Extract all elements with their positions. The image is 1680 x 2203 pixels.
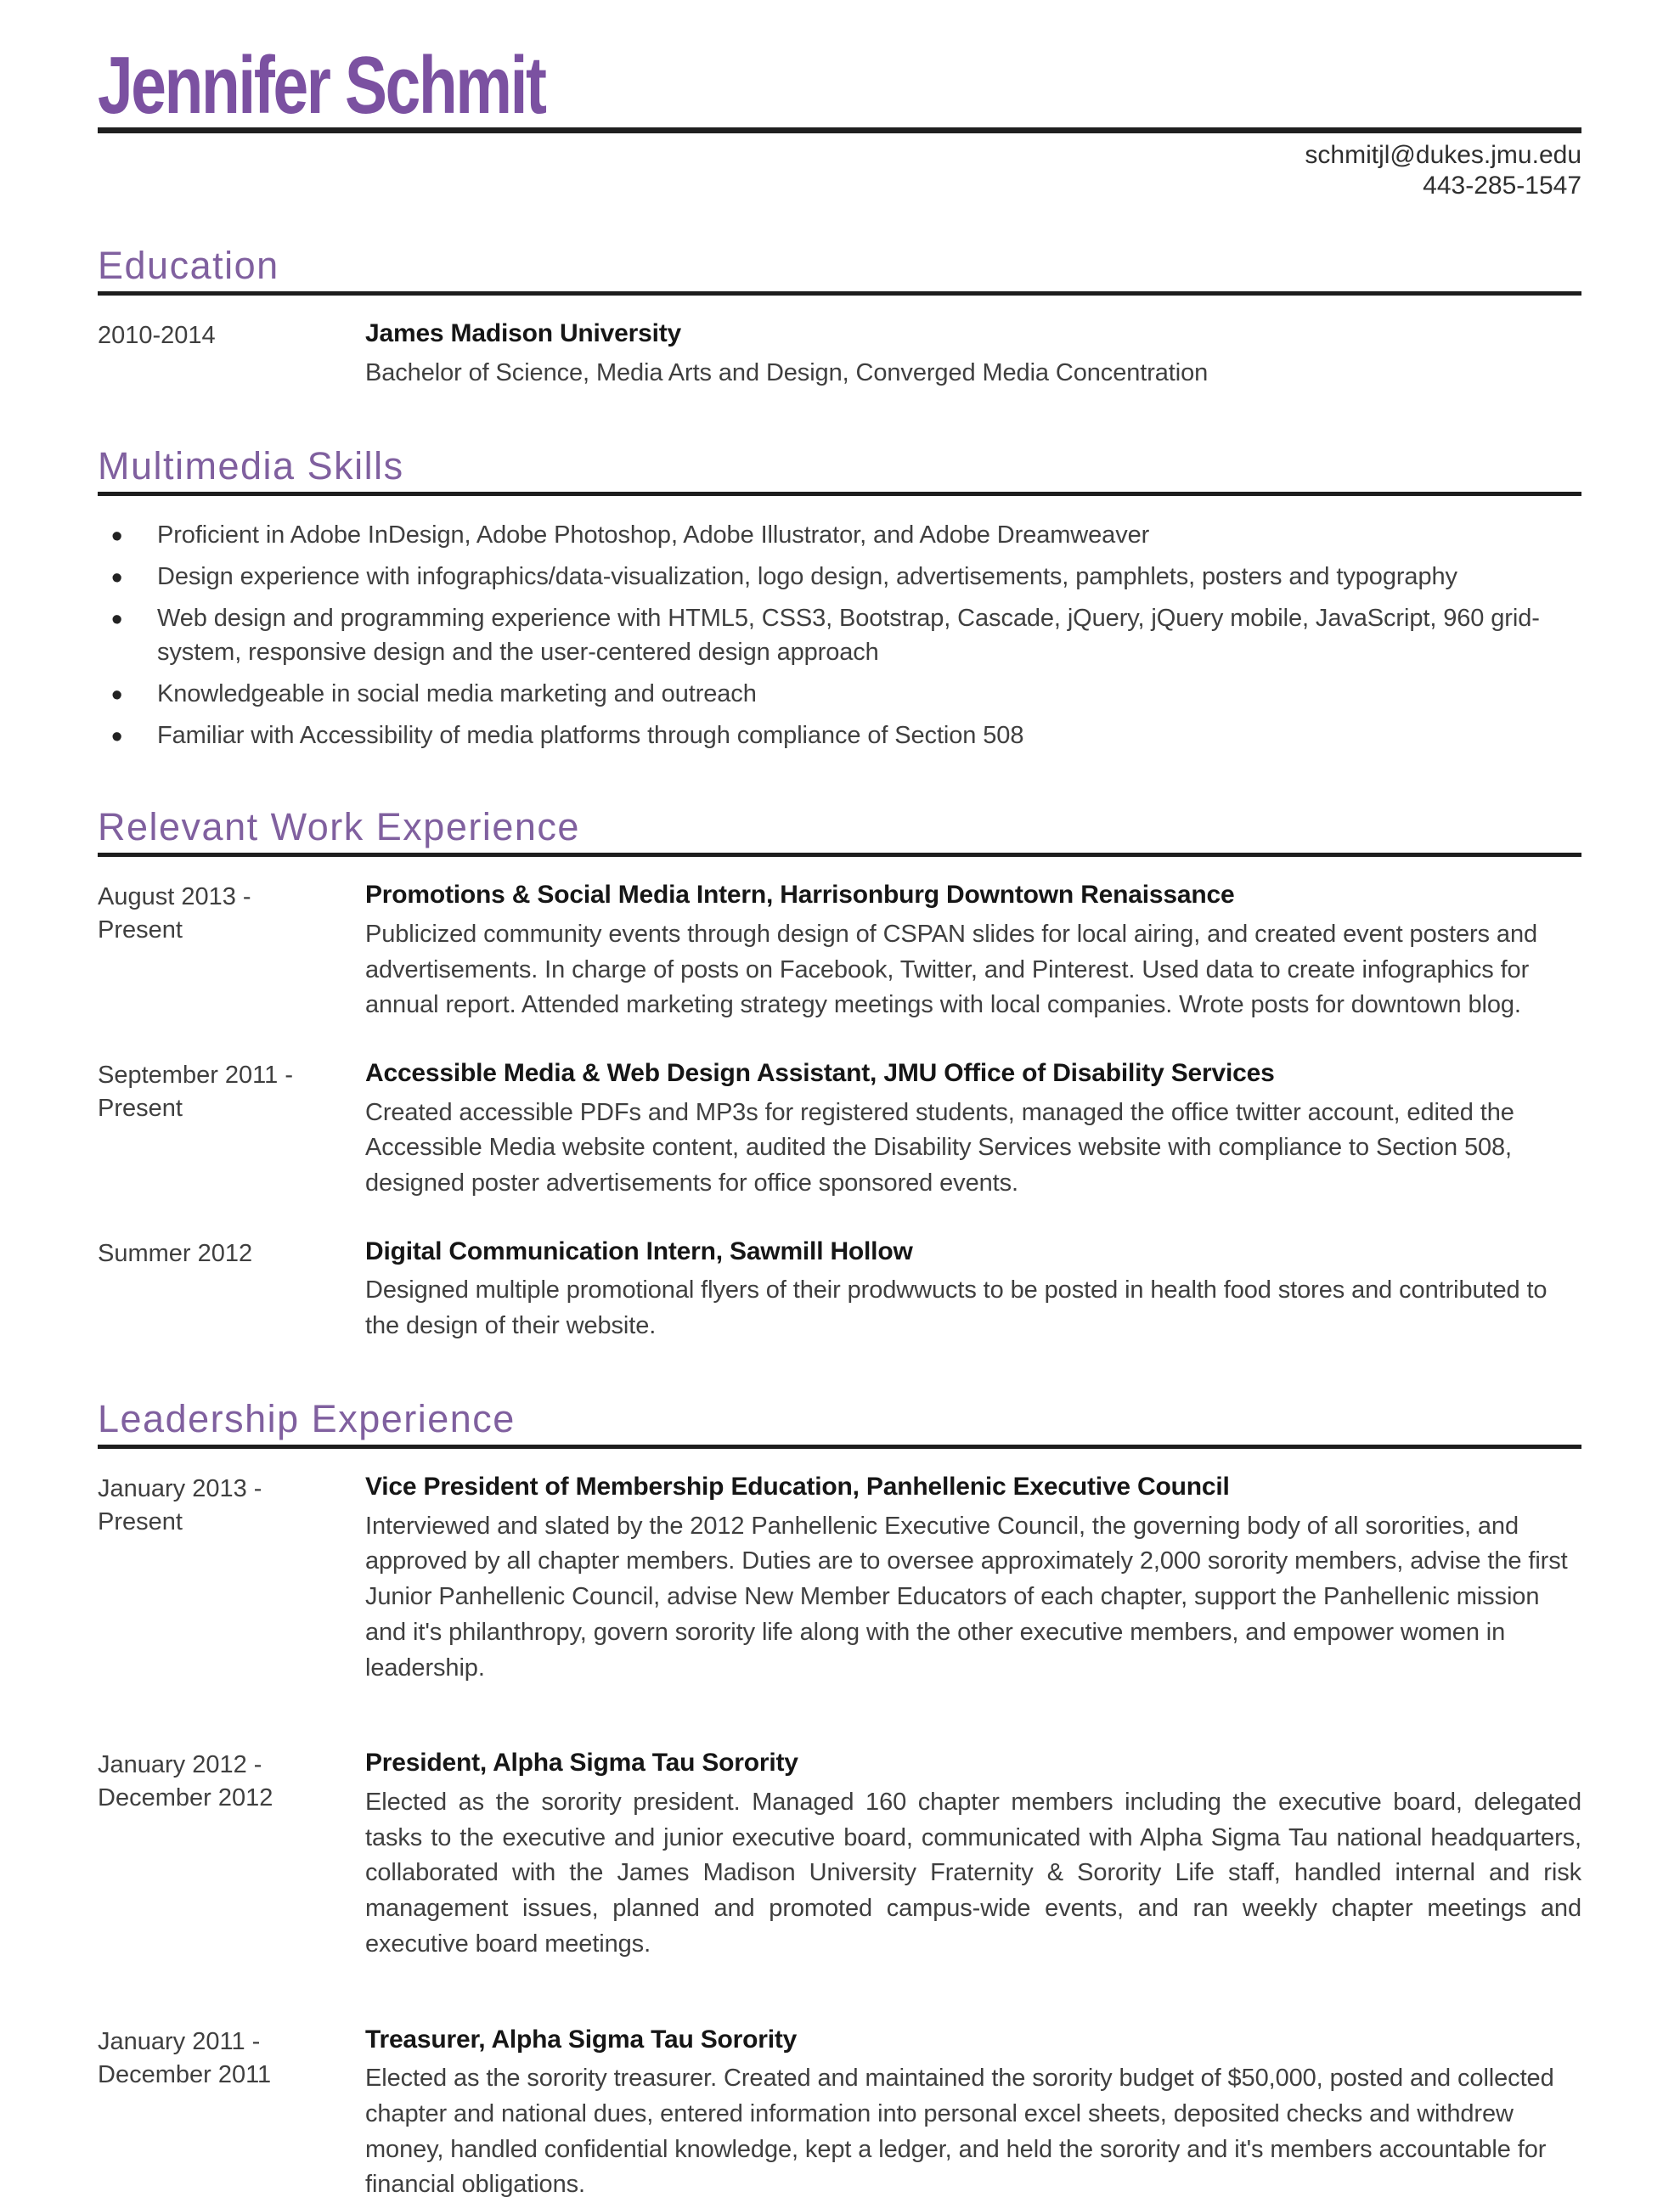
- entry-date-line: Present: [98, 1508, 183, 1536]
- leadership-entry: [98, 2024, 1581, 2203]
- skills-section: [98, 443, 1581, 752]
- entry-title: Treasurer, Alpha Sigma Tau Sorority: [365, 2025, 798, 2054]
- entry-content: [365, 1236, 1581, 1344]
- entry-date-line: Present: [98, 1095, 183, 1123]
- entry-date-line: September 2011 -: [98, 1062, 293, 1090]
- entry-date-line: Present: [98, 916, 183, 944]
- entry-dates: [98, 1236, 365, 1271]
- leadership-heading: Leadership Experience: [98, 1399, 1581, 1449]
- skill-item: • Knowledgeable in social media marketing and outreach: [98, 677, 1581, 711]
- leadership-entry: [98, 1471, 1581, 1686]
- leadership-entry: [98, 1747, 1581, 1962]
- entry-title: Vice President of Membership Education, Panhellenic Executive Council: [365, 1473, 1230, 1502]
- entry-title: James Madison University: [365, 319, 682, 348]
- entry-date-line: January 2011 -: [98, 2027, 261, 2055]
- work-experience-section: [98, 807, 1581, 1344]
- work-experience-heading: Relevant Work Experience: [98, 807, 1581, 857]
- entry-date-line: Summer 2012: [98, 1239, 253, 1267]
- entry-date-line: January 2013 -: [98, 1475, 262, 1503]
- entry-title: Digital Communication Intern, Sawmill Hollow: [365, 1237, 913, 1265]
- leadership-section: [98, 1396, 1581, 2203]
- entry-content: [365, 879, 1581, 1023]
- entry-dates: [98, 1057, 365, 1125]
- education-entry: [98, 318, 1581, 391]
- contact-phone: 443-285-1547: [1423, 172, 1581, 200]
- entry-title: President, Alpha Sigma Tau Sorority: [365, 1749, 798, 1778]
- entry-description: Elected as the sorority treasurer. Created and maintained the sorority budget of $50,000, posted and collected chapter and national dues, entered information into personal excel sheets, deposited checks and withdrew money, handled confidential knowledge, kept a ledger, and held the sorority and it's members accountable for financial obligations.: [365, 2065, 1554, 2199]
- entry-content: [365, 318, 1581, 391]
- entry-description: Elected as the sorority president. Managed 160 chapter members including the executive board, delegated tasks to the executive and junior executive board, communicated with Alpha Sigma Tau national headquarters, collaborated with the James Madison University Fraternity & Sorority Life staff, handled internal and risk management issues, planned and promoted campus-wide events, and ran weekly chapter meetings and executive board meetings.: [365, 1788, 1581, 1958]
- skills-heading: Multimedia Skills: [98, 446, 1581, 496]
- entry-date-line: December 2011: [98, 2060, 272, 2088]
- entry-dates: [98, 318, 365, 352]
- work-entry: [98, 1236, 1581, 1344]
- skill-item: • Familiar with Accessibility of media platforms through compliance of Section 508: [98, 718, 1581, 752]
- work-entry: [98, 1057, 1581, 1202]
- entry-content: [365, 1747, 1581, 1962]
- entry-date-line: 2010-2014: [98, 322, 216, 350]
- work-entry: [98, 879, 1581, 1023]
- education-heading: Education: [98, 245, 1581, 296]
- entry-content: [365, 1471, 1581, 1686]
- entry-content: [365, 2024, 1581, 2203]
- contact-block: [98, 140, 1581, 201]
- entry-content: [365, 1057, 1581, 1202]
- entry-title: Accessible Media & Web Design Assistant, JMU Office of Disability Services: [365, 1059, 1275, 1088]
- entry-title: Promotions & Social Media Intern, Harrisonburg Downtown Renaissance: [365, 881, 1235, 910]
- entry-description: Designed multiple promotional flyers of their prodwwucts to be posted in health food stores and contributed to the design of their website.: [365, 1276, 1548, 1340]
- entry-date-line: January 2012 -: [98, 1751, 262, 1779]
- skills-list: [98, 518, 1581, 752]
- resume-name: Jennifer Schmit: [98, 40, 545, 131]
- entry-description: Publicized community events through design of CSPAN slides for local airing, and created event posters and advertisements. In charge of posts on Facebook, Twitter, and Pinterest. Used data to create infographics for annual report. Attended marketing strategy meetings with local companies. Wrote posts for downtown blog.: [365, 920, 1537, 1019]
- education-section: [98, 245, 1581, 392]
- skill-item: • Web design and programming experience with HTML5, CSS3, Bootstrap, Cascade, jQuery, jQuery mobile, JavaScript, 960 grid-system, responsive design and the user-centered design approach: [98, 601, 1581, 669]
- header: [98, 40, 1581, 133]
- entry-date-line: August 2013 -: [98, 883, 251, 911]
- contact-email: schmitjl@dukes.jmu.edu: [1305, 141, 1581, 170]
- skill-item: • Design experience with infographics/data-visualization, logo design, advertisements, pamphlets, posters and typography: [98, 560, 1581, 594]
- skill-item: • Proficient in Adobe InDesign, Adobe Photoshop, Adobe Illustrator, and Adobe Dreamweaver: [98, 518, 1581, 552]
- entry-dates: [98, 1471, 365, 1539]
- entry-dates: [98, 2024, 365, 2092]
- entry-dates: [98, 879, 365, 947]
- entry-description: Interviewed and slated by the 2012 Panhellenic Executive Council, the governing body of all sororities, and approved by all chapter members. Duties are to oversee approximately 2,000 sorority members, advise the first Junior Panhellenic Council, advise New Member Educators of each chapter, support the Panhellenic mission and it's philanthropy, govern sorority life along with the other executive members, and empower women in leadership.: [365, 1512, 1568, 1682]
- entry-date-line: December 2012: [98, 1784, 273, 1812]
- entry-description: Created accessible PDFs and MP3s for registered students, managed the office twitter account, edited the Accessible Media website content, audited the Disability Services website with compliance to Section 508, designed poster advertisements for office sponsored events.: [365, 1098, 1514, 1197]
- entry-description: Bachelor of Science, Media Arts and Design, Converged Media Concentration: [365, 358, 1209, 386]
- entry-dates: [98, 1747, 365, 1815]
